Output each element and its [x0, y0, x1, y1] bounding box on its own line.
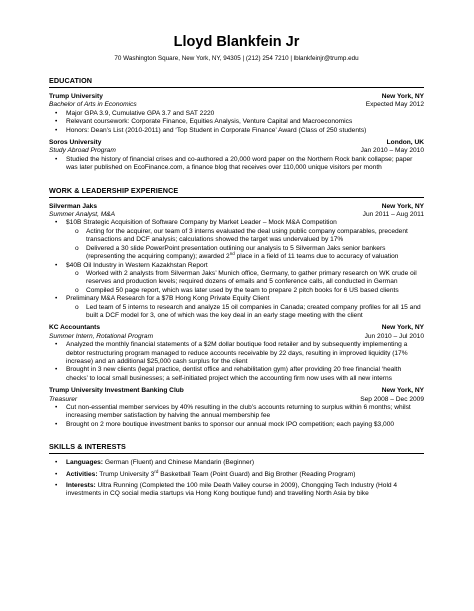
list-item: • Interests: Ultra Running (Completed the 100 mile Death Valley course in 2009), Chongqing Tech Industry (Hold 4 investments in CQ social media startups via Hong Kong boutique fund) and travelling North Asia by bike — [55, 482, 398, 498]
bullet-icon: • — [55, 126, 58, 134]
entry-role: Summer Analyst, M&A — [49, 211, 116, 219]
bullet-icon: • — [55, 470, 58, 478]
entry-org: Soros University — [49, 139, 102, 147]
experience-entry-club — [49, 387, 424, 429]
section-title-education: EDUCATION — [49, 76, 93, 85]
circle-bullet-icon: o — [75, 303, 79, 311]
education-section — [49, 76, 424, 173]
entry-org: KC Accountants — [49, 324, 101, 332]
entry-org: Trump University Investment Banking Club — [49, 387, 184, 395]
list-item: o Delivered a 30 slide PowerPoint presentation outlining our analysis to 5 Silverman Jaks senior bankers (representing the acquiring company); awarded 2nd place in a field of 11 teams due to accuracy of valuation — [75, 244, 399, 261]
bullet-icon: • — [55, 341, 58, 349]
entry-location: London, UK — [386, 139, 424, 147]
bullet-icon: • — [55, 366, 58, 374]
circle-bullet-icon: o — [75, 244, 79, 252]
list-item: • $40B Oil Industry in Western Kazakhstan Report — [55, 261, 208, 269]
list-item: o Acting for the acquirer, our team of 3 interns evaluated the deal using public company comparables, precedent transactions and DCF analysis; calculations showed the target was undervalued by 17% — [75, 227, 408, 244]
bullet-icon: • — [55, 219, 58, 227]
list-item: • Cut non-essential member services by 40% resulting in the club’s accounts returning to surplus within 6 months; whilst increasing member satisfaction by halving the annual membership fee — [55, 404, 411, 420]
list-item: • Honors: Dean’s List (2010-2011) and ‘Top Student in Corporate Finance’ Award (Class of 250 students) — [55, 126, 367, 134]
section-divider — [49, 87, 424, 88]
section-divider — [49, 197, 424, 198]
entry-role: Bachelor of Arts in Economics — [49, 101, 137, 109]
list-item: • Major GPA 3.9, Cumulative GPA 3.7 and SAT 2220 — [55, 109, 215, 117]
experience-entry-kc — [49, 324, 424, 383]
circle-bullet-icon: o — [75, 227, 79, 235]
entry-location: New York, NY — [381, 202, 424, 210]
list-item: o Worked with 2 analysts from Silverman Jaks’ Munich office, Germany, to gather primary research on WK crude oil reserves and production levels; required dozens of emails and 5 conference calls, all conducted in German — [75, 269, 417, 286]
entry-date: Jun 2011 – Aug 2011 — [362, 211, 424, 219]
list-item: o Led team of 5 interns to research and analyze 15 oil companies in Canada; created company profiles for all 15 and built a DCF model for 3, one of which was the key deal in an early stage meeting with the client — [75, 303, 421, 319]
entry-org: Silverman Jaks — [49, 202, 98, 210]
list-item: • Preliminary M&A Research for a $7B Hong Kong Private Equity Client — [55, 295, 270, 303]
list-item: • Analyzed the monthly financial statements of a $2M dollar boutique food retailer and by subsequently implementing a debtor restructuring program managed to reduce accounts receivable by 22 days, resulting in improved liquidity (17% increase) and an additional $25,000 cash surplus for the client — [55, 341, 408, 365]
list-item: o Compiled 50 page report, which was later used by the team to prepare 2 pitch books for 6 US based clients — [75, 286, 399, 294]
entry-role: Study Abroad Program — [49, 147, 116, 155]
section-title-experience: WORK & LEADERSHIP EXPERIENCE — [49, 185, 179, 195]
candidate-name: Lloyd Blankfein Jr — [173, 34, 300, 50]
bullet-icon: • — [55, 295, 58, 303]
experience-entry-silverman — [49, 203, 424, 321]
list-item: • Languages: German (Fluent) and Chinese Mandarin (Beginner) — [55, 459, 255, 467]
entry-location: New York, NY — [381, 93, 424, 100]
list-item: • Relevant coursework: Corporate Finance, Equities Analysis, Venture Capital and Macroeconomics — [55, 118, 353, 126]
list-item: • Brought on 2 more boutique investment banks to sponsor our annual mock IPO competition; each paying $3,000 — [55, 420, 395, 428]
bullet-icon: • — [55, 420, 58, 428]
entry-date: Jun 2010 – Jul 2010 — [364, 332, 424, 340]
circle-bullet-icon: o — [75, 269, 79, 277]
education-entry-trump — [49, 93, 424, 135]
entry-date: Sep 2008 – Dec 2009 — [360, 395, 424, 403]
entry-date: Expected May 2012 — [365, 101, 424, 109]
entry-role: Treasurer — [49, 395, 78, 403]
circle-bullet-icon: o — [75, 286, 79, 294]
bullet-icon: • — [55, 109, 58, 117]
bullet-icon: • — [55, 404, 58, 411]
list-item: • Activities: Trump University 3rd Basketball Team (Point Guard) and Big Brother (Reading Program) — [55, 468, 356, 478]
entry-location: New York, NY — [381, 387, 424, 395]
section-title-skills: SKILLS & INTERESTS — [49, 442, 126, 452]
bullet-icon: • — [55, 155, 58, 163]
experience-section — [49, 186, 424, 430]
list-item: • Brought in 3 new clients (legal practice, dentist office and rehabilitation gym) after providing 20 free financial ‘health checks’ to local small businesses; a self-initiated project which the accounting firm now uses with all new interns — [55, 366, 402, 382]
entry-role: Summer Intern, Rotational Program — [49, 332, 154, 340]
education-entry-soros — [49, 139, 424, 173]
list-item: • Studied the history of financial crises and co-authored a 20,000 word paper on the Northern Rock bank collapse; paper was later published on EcoFinance.com, a finance blog that receives over 110,000 unique visitors per month — [55, 155, 413, 172]
entry-org: Trump University — [49, 93, 103, 100]
entry-date: Jan 2010 – May 2010 — [360, 147, 424, 155]
entry-location: New York, NY — [381, 324, 424, 332]
skills-section — [49, 442, 424, 499]
bullet-icon: • — [55, 459, 58, 467]
bullet-icon: • — [55, 482, 58, 490]
bullet-icon: • — [55, 261, 58, 269]
contact-line: 70 Washington Square, New York, NY, 94305 | (212) 254 7210 | lblankfeinjr@trump.edu — [114, 55, 359, 62]
list-item: • $10B Strategic Acquisition of Software Company by Market Leader – Mock M&A Competition — [55, 219, 337, 227]
bullet-icon: • — [55, 118, 58, 126]
section-divider — [49, 453, 424, 454]
